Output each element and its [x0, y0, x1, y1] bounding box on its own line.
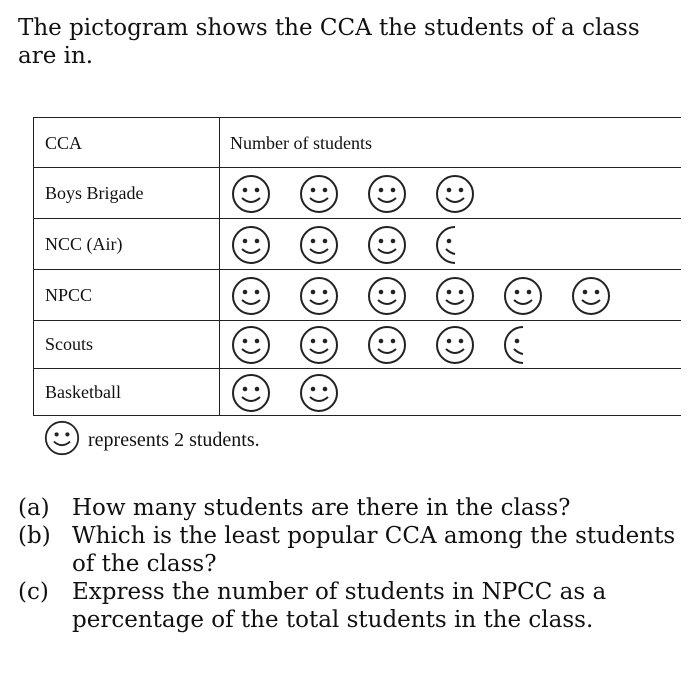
- smiley-face-icon: [435, 276, 475, 316]
- category-label: NPCC: [45, 285, 93, 305]
- smiley-face-icon: [367, 174, 407, 214]
- legend: [44, 420, 260, 456]
- questions: [18, 494, 678, 634]
- question-label: (c): [18, 579, 49, 605]
- smiley-face-icon: [299, 373, 339, 413]
- smiley-face-icon: [299, 225, 339, 265]
- category-label: Scouts: [45, 334, 94, 354]
- smiley-face-icon: [299, 325, 339, 365]
- smiley-face-icon: [299, 276, 339, 316]
- smiley-face-icon: [435, 325, 475, 365]
- half-smiley-face-icon: [503, 325, 543, 365]
- category-label: Boys Brigade: [45, 183, 144, 203]
- smiley-face-icon: [231, 174, 271, 214]
- smiley-face-icon: [231, 325, 271, 365]
- smiley-face-icon: [367, 276, 407, 316]
- smiley-face-icon: [231, 373, 271, 413]
- category-label: Basketball: [45, 382, 121, 402]
- smiley-face-icon: [571, 276, 611, 316]
- data-row-basketball: [34, 369, 681, 417]
- question-label: (b): [18, 523, 51, 549]
- smiley-face-icon: [44, 420, 80, 456]
- intro-text: The pictogram shows the CCA the students of a class are in.: [18, 15, 640, 69]
- legend-text: represents 2 students.: [88, 429, 260, 451]
- smiley-face-icon: [231, 276, 271, 316]
- category-label: NCC (Air): [45, 234, 123, 254]
- header-row: [34, 118, 681, 168]
- question-b: [18, 522, 678, 578]
- question-a: [18, 494, 678, 522]
- question-text: Express the number of students in NPCC as a percentage of the total students in the class.: [72, 579, 607, 633]
- smiley-face-icon: [367, 325, 407, 365]
- smiley-face-icon: [435, 174, 475, 214]
- question-c: [18, 578, 678, 634]
- smiley-face-icon: [503, 276, 543, 316]
- question-text: Which is the least popular CCA among the students of the class?: [72, 523, 676, 577]
- data-row-scouts: [34, 321, 681, 369]
- data-row-boys-brigade: [34, 168, 681, 219]
- question-label: (a): [18, 495, 50, 521]
- smiley-face-icon: [231, 225, 271, 265]
- pictogram-table: [33, 117, 681, 416]
- data-row-npcc: [34, 270, 681, 321]
- question-text: How many students are there in the class?: [72, 495, 571, 521]
- smiley-face-icon: [367, 225, 407, 265]
- data-row-ncc-air: [34, 219, 681, 270]
- smiley-face-icon: [299, 174, 339, 214]
- header-cca: CCA: [45, 133, 83, 153]
- header-number-of-students: Number of students: [230, 133, 372, 153]
- half-smiley-face-icon: [435, 225, 475, 265]
